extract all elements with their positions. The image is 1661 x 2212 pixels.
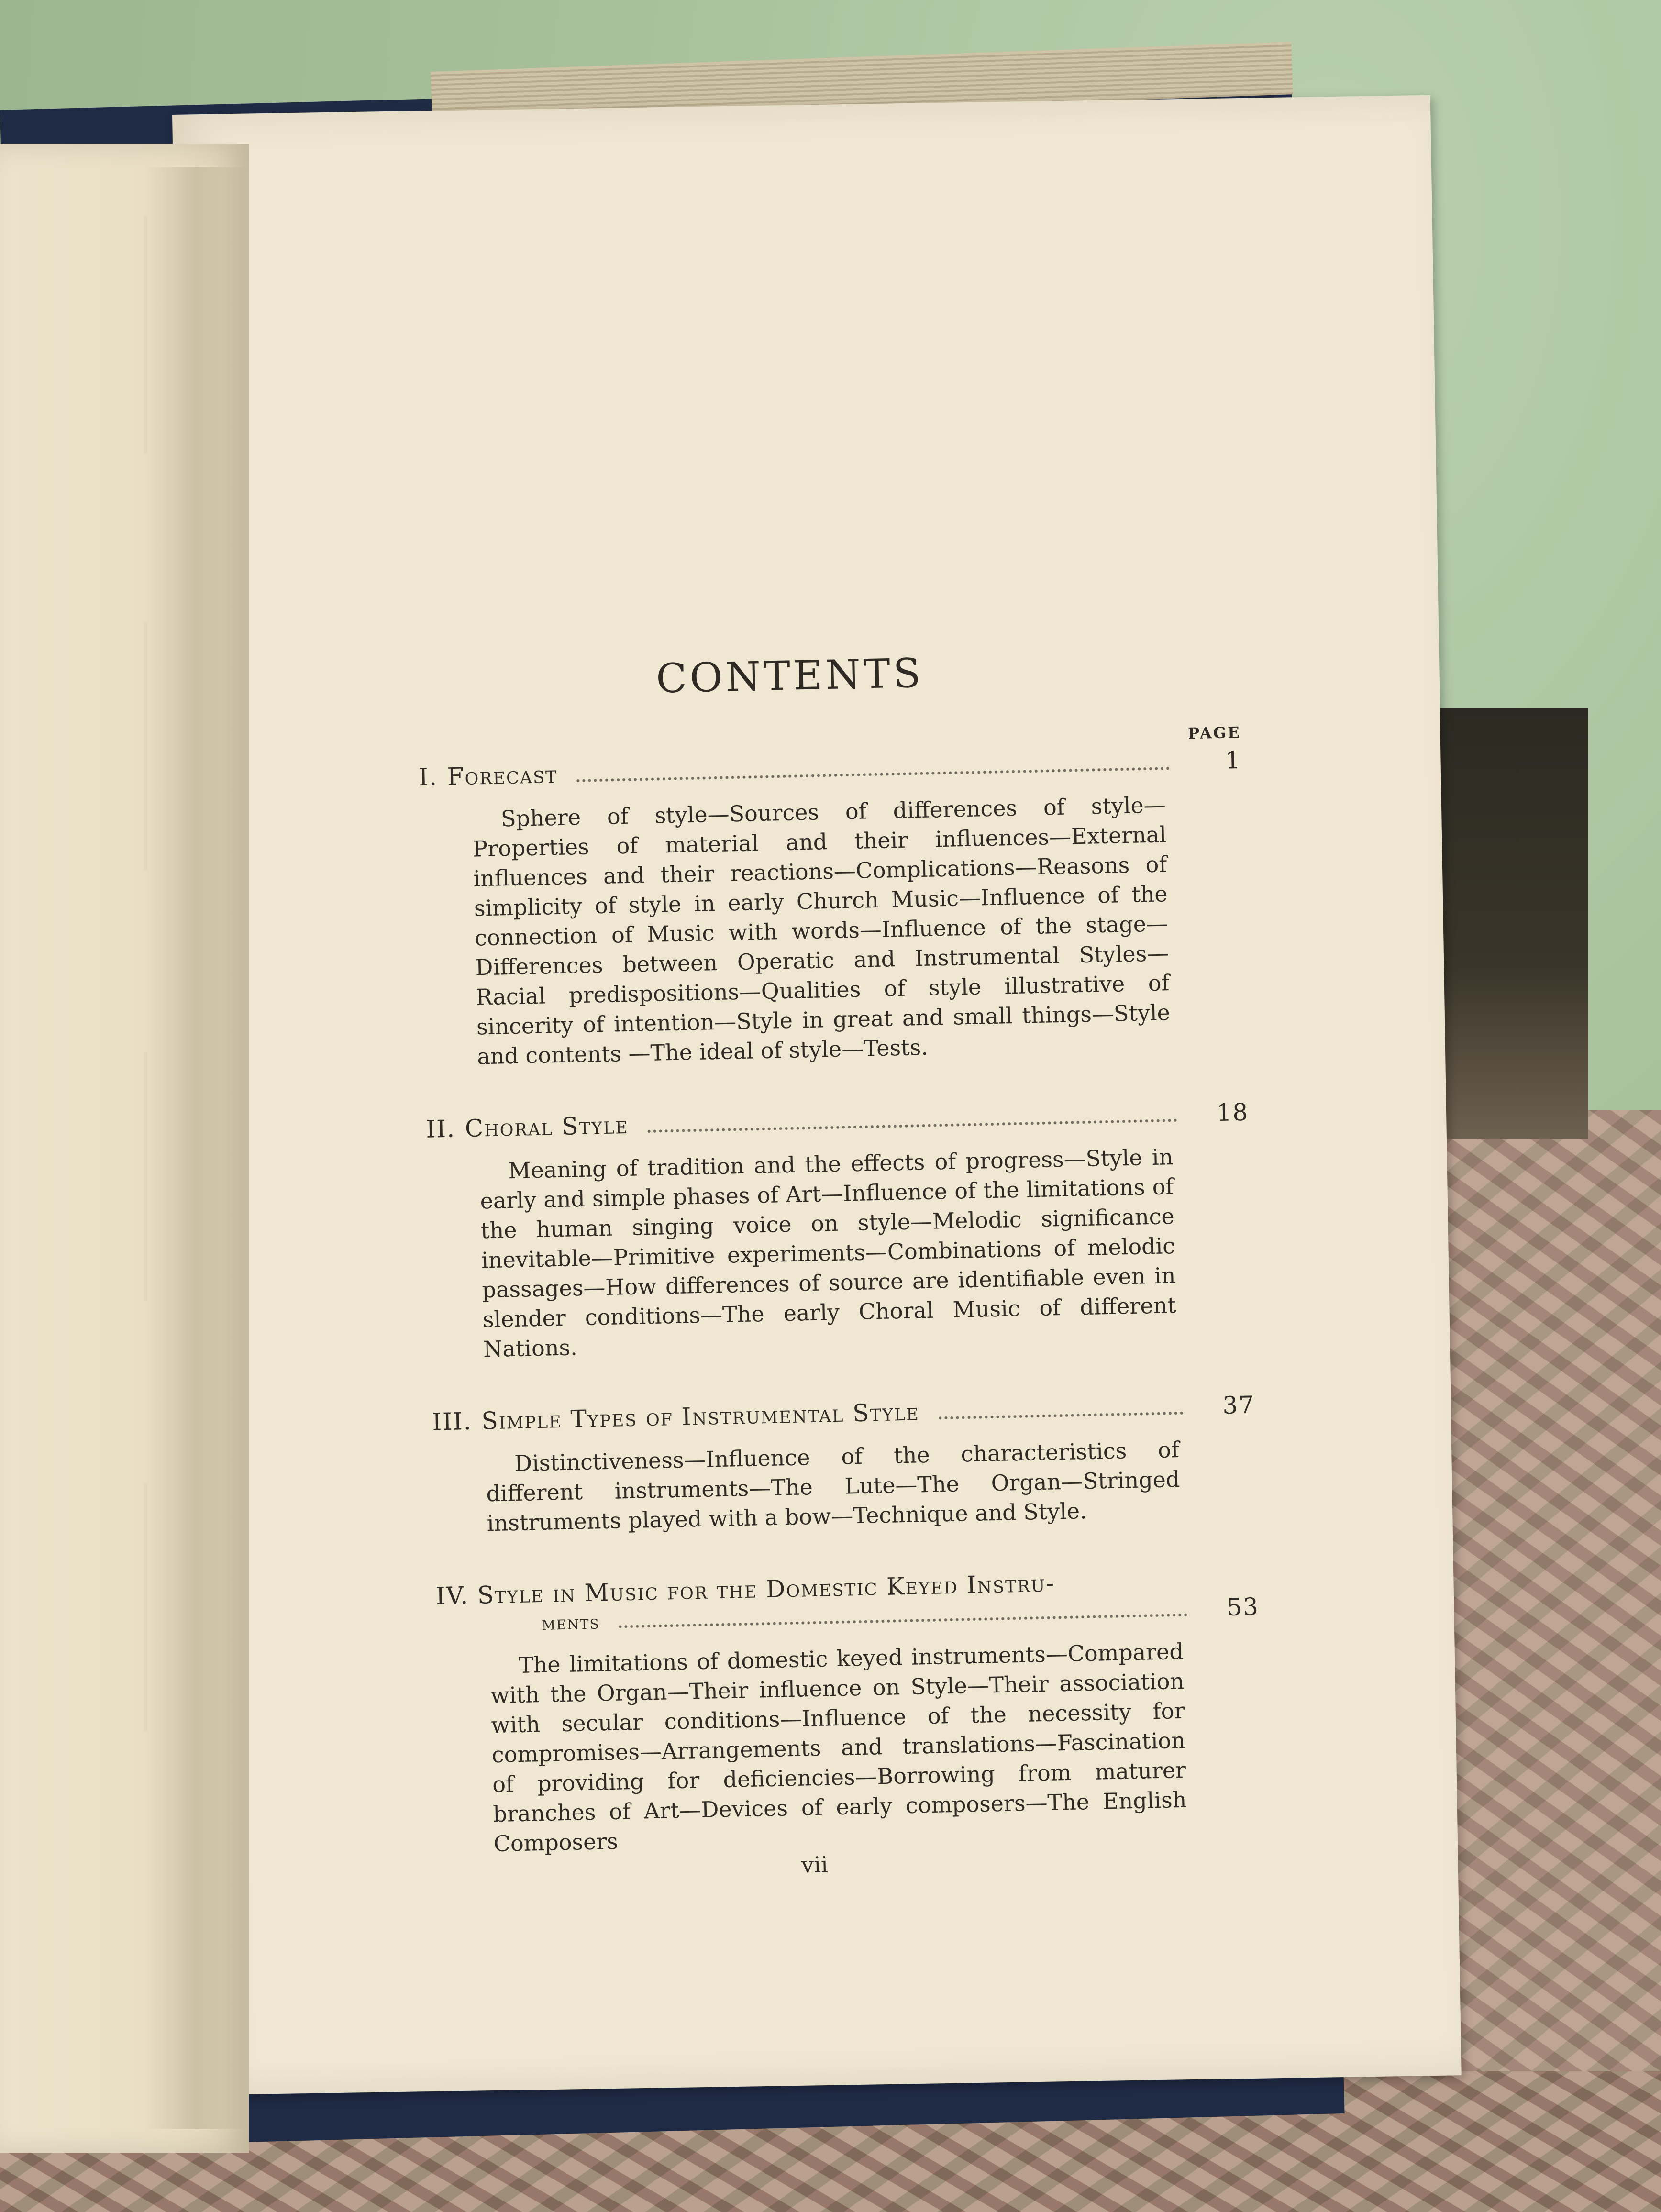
contents-title: CONTENTS	[655, 649, 924, 702]
dot-leader	[648, 1119, 1177, 1133]
dot-leader	[577, 767, 1170, 782]
chapter-page-number: 1	[1225, 746, 1242, 774]
chapter-page-number: 53	[1226, 1593, 1260, 1621]
chapter-description: Meaning of tradition and the effects of progress—Style in early and simple phases of Art—Influence of the limitations of the human singing voice on style—Melodic significance inevitable—Primitive experiments—Combinations of melodic passages—How differences of source are identifiable even in slender conditions—The early Choral Music of different Nations.	[480, 1144, 1177, 1362]
binding-stitch	[144, 622, 147, 871]
book-gutter	[144, 167, 249, 2129]
contents-page	[416, 644, 1260, 1885]
shadow-gap	[1430, 708, 1588, 1139]
binding-stitch	[144, 1483, 147, 1732]
chapter-description: Distinctiveness—Influence of the characteristics of different instruments—The Lute—The Organ—Stringed instruments played with a bow—Technique and Style.	[486, 1436, 1180, 1537]
toc-entry	[418, 746, 1242, 1073]
toc-heading	[425, 1098, 1249, 1143]
toc-heading	[432, 1391, 1255, 1436]
chapter-page-number: 18	[1216, 1098, 1249, 1127]
chapter-title-continued: ments	[541, 1611, 600, 1635]
binding-stitch	[144, 1052, 147, 1301]
toc-entry	[432, 1391, 1255, 1539]
chapter-numeral: II.	[425, 1115, 456, 1143]
folio-page-number: vii	[801, 1851, 829, 1878]
chapter-description: The limitations of domestic keyed instruments—Compared with the Organ—Their influence on Style—Their association with secular conditions—Influence of the necessity for compromises—Arrangements and translations—Fascination of providing for deficiencies—Borrowing from maturer branches of Art—Devices of early composers—The English Composers	[490, 1638, 1187, 1857]
toc-entry	[435, 1567, 1260, 1860]
chapter-page-number: 37	[1222, 1391, 1255, 1420]
chapter-numeral: I.	[418, 763, 438, 791]
dot-leader	[939, 1412, 1184, 1420]
chapter-numeral: IV.	[435, 1582, 469, 1610]
chapter-title: Choral Style	[465, 1111, 629, 1143]
chapter-title: Style in Music for the Domestic Keyed Instru-	[477, 1569, 1055, 1609]
page-column-label: PAGE	[1187, 723, 1241, 743]
binding-stitch	[144, 215, 147, 454]
chapter-description: Sphere of style—Sources of differences of style—Properties of material and their influences—External influences and their reactions—Complications—Reasons of simplicity of style in early Church Music—Influence of the connection of Music with words—Influence of the stage—Differences between Operatic and Instrumental Styles—Racial predispositions—Qualities of style illustrative of sincerity of intention—Style in great and small things—Style and contents —The ideal of style—Tests.	[472, 792, 1171, 1070]
chapter-title: Simple Types of Instrumental Style	[481, 1398, 920, 1435]
toc-entry	[425, 1098, 1249, 1365]
chapter-numeral: III.	[432, 1407, 473, 1436]
dot-leader	[619, 1614, 1187, 1628]
chapter-title: Forecast	[447, 760, 558, 791]
toc-heading	[435, 1567, 1260, 1638]
